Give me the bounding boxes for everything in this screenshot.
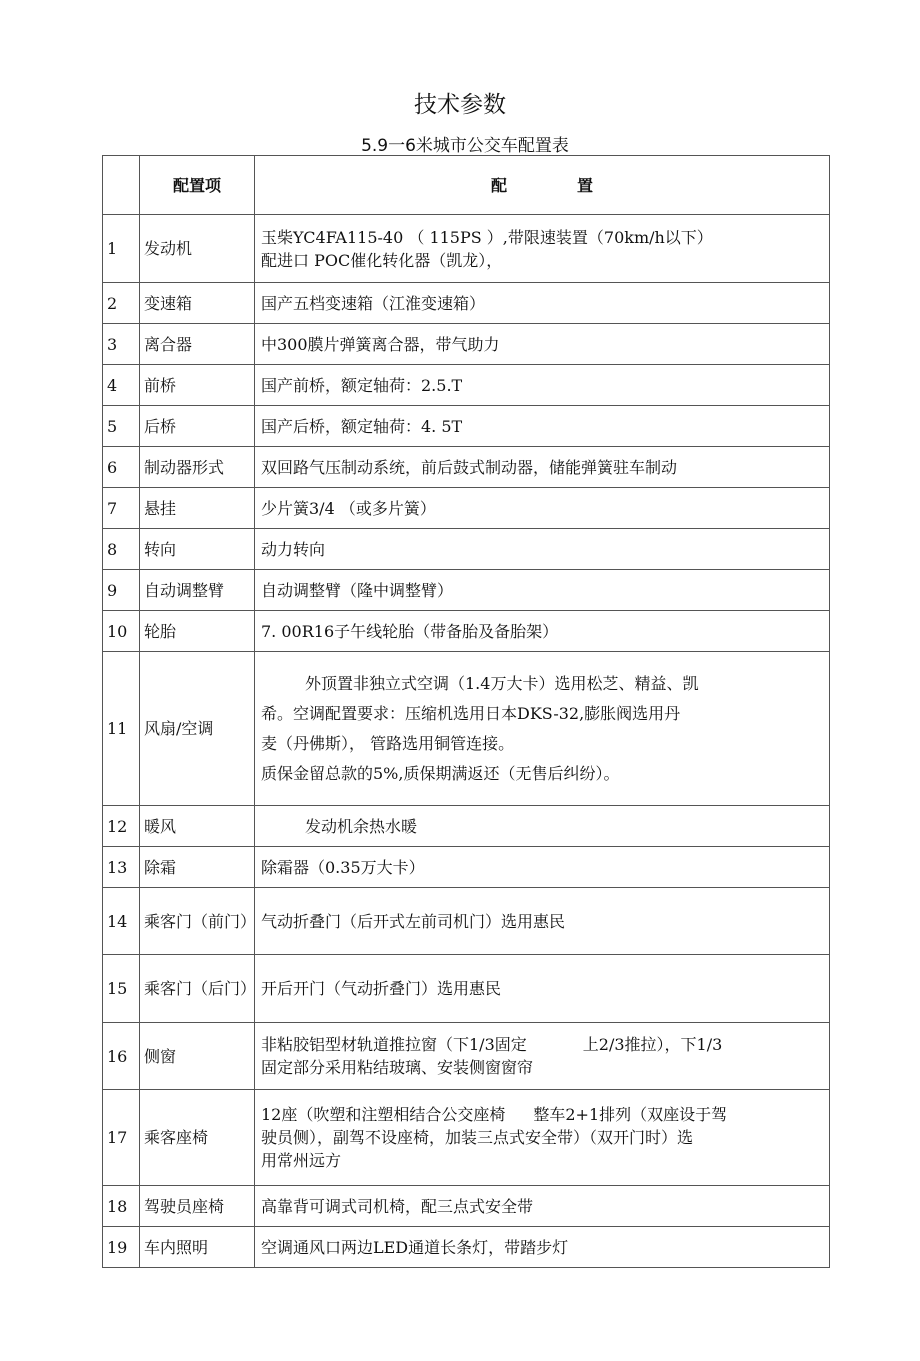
row-num: 1 [103, 215, 140, 283]
config-line: 麦（丹佛斯）， 管路选用铜管连接。 [261, 733, 515, 753]
row-item: 乘客座椅 [140, 1090, 255, 1186]
row-item: 车内照明 [140, 1227, 255, 1268]
row-num: 10 [103, 611, 140, 652]
row-item: 前桥 [140, 365, 255, 406]
config-line: 12座（吹塑和注塑相结合公交座椅 整车2+1排列（双座设于驾 [261, 1105, 728, 1124]
row-item: 轮胎 [140, 611, 255, 652]
table-row [103, 847, 830, 888]
row-num: 19 [103, 1227, 140, 1268]
row-config: 动力转向 [255, 529, 830, 570]
table-row [103, 283, 830, 324]
header-config [255, 156, 830, 215]
row-item: 发动机 [140, 215, 255, 283]
row-config: 双回路气压制动系统，前后鼓式制动器，储能弹簧驻车制动 [255, 447, 830, 488]
header-item: 配置项 [140, 156, 255, 215]
row-item: 制动器形式 [140, 447, 255, 488]
row-item: 侧窗 [140, 1023, 255, 1090]
row-item: 乘客门（前门） [140, 888, 255, 955]
row-item: 离合器 [140, 324, 255, 365]
table-row [103, 529, 830, 570]
row-num: 16 [103, 1023, 140, 1090]
row-config: 空调通风口两边LED通道长条灯，带踏步灯 [255, 1227, 830, 1268]
table-row [103, 324, 830, 365]
row-config: 少片簧3/4 （或多片簧） [255, 488, 830, 529]
row-config: 国产前桥，额定轴荷：2.5.T [255, 365, 830, 406]
config-line: 外顶置非独立式空调（1.4万大卡）选用松芝、精益、凯 [305, 673, 699, 693]
row-num: 14 [103, 888, 140, 955]
row-config: 除霜器（0.35万大卡） [255, 847, 830, 888]
table-row [103, 888, 830, 955]
header-config-a: 配 [490, 175, 507, 195]
table-row [103, 365, 830, 406]
row-config [255, 652, 830, 806]
row-num: 18 [103, 1186, 140, 1227]
table-caption: 5.9一6米城市公交车配置表 [361, 136, 569, 156]
row-config: 国产五档变速箱（江淮变速箱） [255, 283, 830, 324]
config-line: 配进口 POC催化转化器（凯龙）， [261, 250, 503, 270]
table-row [103, 955, 830, 1023]
config-line: 希。空调配置要求：压缩机选用日本DKS-32,膨胀阀选用丹 [261, 703, 681, 723]
row-config: 7. 00R16子午线轮胎（带备胎及备胎架） [255, 611, 830, 652]
table-row [103, 447, 830, 488]
page-title: 技术参数 [414, 92, 506, 118]
row-num: 5 [103, 406, 140, 447]
config-line: 非粘胶铝型材轨道推拉窗（下1/3固定 上2/3推拉），下1/3 [261, 1035, 723, 1054]
row-config: 开后开门（气动折叠门）选用惠民 [255, 955, 830, 1023]
row-num: 3 [103, 324, 140, 365]
row-item: 暖风 [140, 806, 255, 847]
row-config: 高靠背可调式司机椅，配三点式安全带 [255, 1186, 830, 1227]
row-config: 中300膜片弹簧离合器，带气助力 [255, 324, 830, 365]
table-row [103, 652, 830, 806]
row-item: 后桥 [140, 406, 255, 447]
row-num: 15 [103, 955, 140, 1023]
row-num: 13 [103, 847, 140, 888]
row-num: 7 [103, 488, 140, 529]
row-item: 自动调整臂 [140, 570, 255, 611]
table-row [103, 570, 830, 611]
table-row [103, 1090, 830, 1186]
row-num: 2 [103, 283, 140, 324]
row-item: 风扇/空调 [140, 652, 255, 806]
config-line: 驶员侧），副驾不设座椅，加装三点式安全带）（双开门时）选 [261, 1128, 694, 1147]
config-line: 玉柴YC4FA115-40 （ 115PS ）,带限速装置（70km/h以下） [261, 227, 713, 247]
table-row [103, 806, 830, 847]
table-row [103, 406, 830, 447]
row-item: 乘客门（后门） [140, 955, 255, 1023]
header-config-b: 置 [577, 175, 594, 195]
table-row [103, 215, 830, 283]
row-num: 4 [103, 365, 140, 406]
row-item: 悬挂 [140, 488, 255, 529]
row-item: 变速箱 [140, 283, 255, 324]
header-num [103, 156, 140, 215]
row-config [255, 1090, 830, 1186]
row-num: 9 [103, 570, 140, 611]
row-config: 气动折叠门（后开式左前司机门）选用惠民 [255, 888, 830, 955]
table-row [103, 1023, 830, 1090]
row-num: 12 [103, 806, 140, 847]
table-row [103, 611, 830, 652]
row-num: 11 [103, 652, 140, 806]
row-item: 驾驶员座椅 [140, 1186, 255, 1227]
table-header-row [103, 156, 830, 215]
config-line: 固定部分采用粘结玻璃、安装侧窗窗帘 [261, 1058, 534, 1077]
row-config [255, 1023, 830, 1090]
table-row [103, 1227, 830, 1268]
config-line: 用常州远方 [261, 1151, 342, 1170]
row-config: 发动机余热水暖 [255, 806, 830, 847]
row-config: 国产后桥，额定轴荷：4. 5T [255, 406, 830, 447]
row-config: 自动调整臂（隆中调整臂） [255, 570, 830, 611]
row-config [255, 215, 830, 283]
row-num: 6 [103, 447, 140, 488]
config-table [102, 155, 830, 1268]
row-item: 转向 [140, 529, 255, 570]
row-num: 17 [103, 1090, 140, 1186]
row-num: 8 [103, 529, 140, 570]
row-item: 除霜 [140, 847, 255, 888]
table-row [103, 488, 830, 529]
config-line: 质保金留总款的5%,质保期满返还（无售后纠纷）。 [261, 763, 620, 783]
table-row [103, 1186, 830, 1227]
